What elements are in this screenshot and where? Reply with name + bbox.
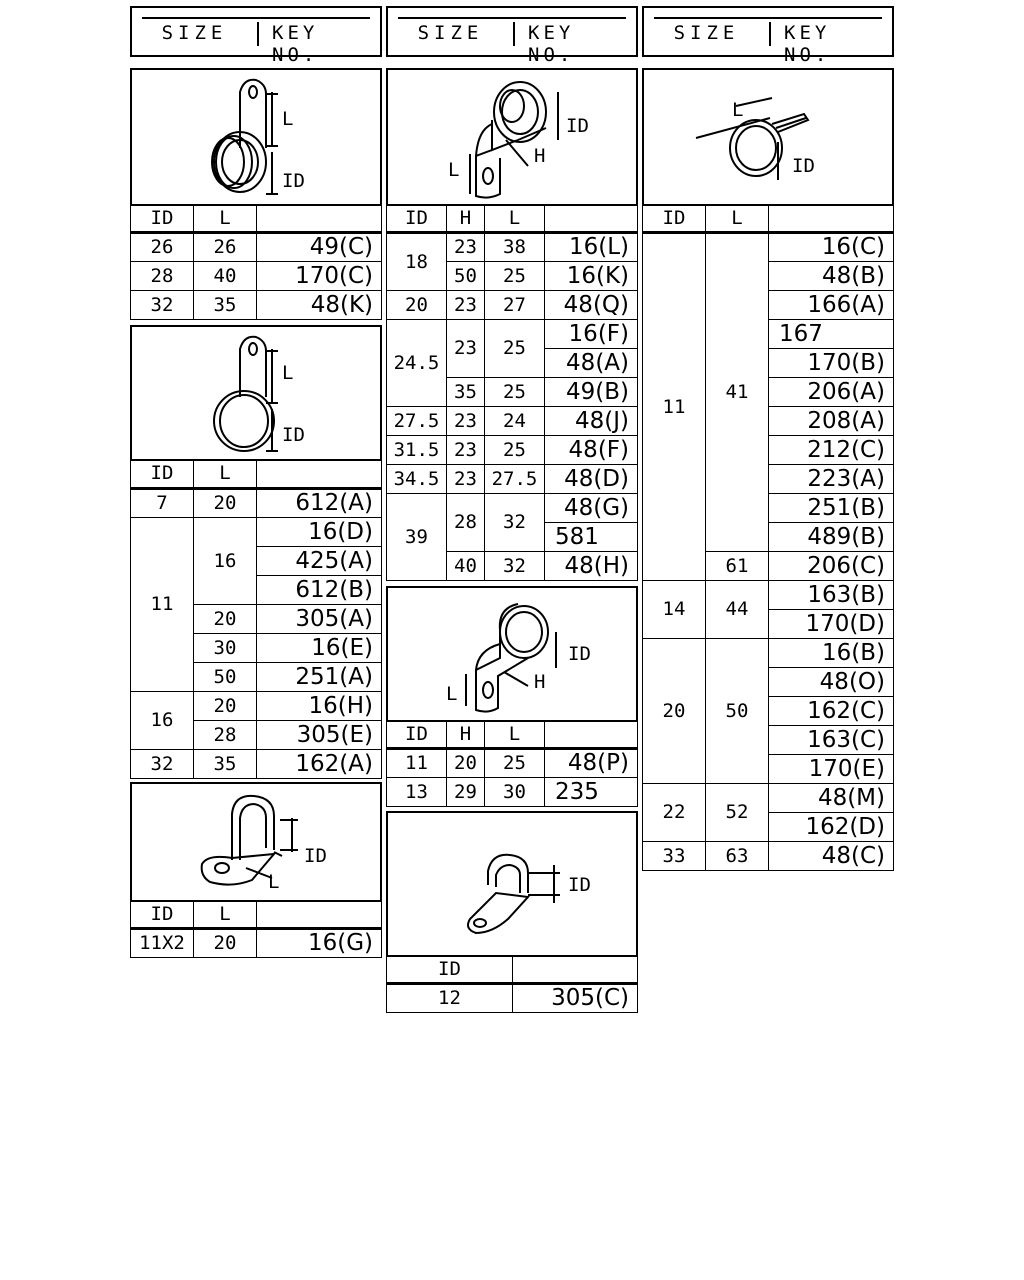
table-header-row <box>387 956 638 984</box>
col-l: L <box>194 205 257 233</box>
size-label: SIZE <box>417 22 484 44</box>
key-label: KEY NO. <box>528 22 575 66</box>
dim-id-label: ID <box>282 170 305 192</box>
p-clamp-icon <box>132 784 380 900</box>
key-no-cell: 170(D) <box>769 610 894 639</box>
size-cell: 20 <box>387 291 447 320</box>
size-cell: ID <box>131 901 194 929</box>
size-cell: 23 <box>447 320 485 378</box>
key-no-cell: 305(C) <box>513 984 638 1013</box>
dim-h-label: H <box>534 671 546 693</box>
size-cell: 20 <box>643 639 706 784</box>
size-table-4 <box>386 204 638 581</box>
size-cell: 26 <box>131 233 194 262</box>
size-cell: 24 <box>485 407 545 436</box>
table-header-row <box>387 721 638 749</box>
bracket-clamp-icon <box>388 70 636 204</box>
size-cell: 35 <box>194 291 257 320</box>
size-cell: 40 <box>194 262 257 291</box>
size-cell: 16 <box>131 692 194 750</box>
table-row <box>643 784 894 813</box>
size-cell: 29 <box>447 778 485 807</box>
size-cell: 39 <box>387 494 447 581</box>
size-cell: 50 <box>447 262 485 291</box>
key-no-cell: 16(F) <box>545 320 638 349</box>
size-cell: 16 <box>194 518 257 605</box>
key-no-cell: 305(E) <box>257 721 382 750</box>
size-cell: 20 <box>194 929 257 958</box>
small-p-clamp-icon <box>388 813 636 955</box>
key-no-cell: 163(B) <box>769 581 894 610</box>
column-header-2 <box>386 6 638 66</box>
key-no-cell: 48(C) <box>769 842 894 871</box>
dim-l-label: L <box>446 683 458 705</box>
key-no-cell: 48(B) <box>769 262 894 291</box>
size-cell: 23 <box>447 407 485 436</box>
dim-id-label: ID <box>792 155 815 177</box>
clamp-drawing-3 <box>130 782 382 902</box>
key-no-cell: 305(A) <box>257 605 382 634</box>
size-cell: 25 <box>485 436 545 465</box>
dim-id-label: ID <box>282 424 305 446</box>
table-row <box>131 929 382 958</box>
size-cell: 61 <box>706 552 769 581</box>
size-cell: 27 <box>485 291 545 320</box>
key-no-cell: 162(D) <box>769 813 894 842</box>
size-table-7 <box>642 204 894 871</box>
dim-id-label: ID <box>568 643 591 665</box>
size-cell: 25 <box>485 262 545 291</box>
table-row <box>387 465 638 494</box>
key-no-cell: 48(J) <box>545 407 638 436</box>
column-header-1 <box>130 6 382 66</box>
size-cell: 25 <box>485 749 545 778</box>
size-cell: 20 <box>447 749 485 778</box>
key-no-cell: 48(O) <box>769 668 894 697</box>
size-cell: 23 <box>447 233 485 262</box>
size-cell: L <box>194 460 257 489</box>
key-no-cell: 489(B) <box>769 523 894 552</box>
key-no-cell: 48(K) <box>257 291 382 320</box>
loop-clamp-icon <box>132 327 380 459</box>
key-no-cell: 49(C) <box>257 233 382 262</box>
size-cell: 40 <box>447 552 485 581</box>
size-table-5 <box>386 720 638 807</box>
size-cell: 20 <box>194 489 257 518</box>
table-row <box>643 639 894 668</box>
key-no-cell: 163(C) <box>769 726 894 755</box>
clamp-drawing-2 <box>130 325 382 461</box>
size-cell <box>769 205 894 233</box>
key-no-cell: 48(D) <box>545 465 638 494</box>
key-no-cell: 16(K) <box>545 262 638 291</box>
size-cell: 28 <box>131 262 194 291</box>
key-no-cell: 48(P) <box>545 749 638 778</box>
size-cell: 50 <box>194 663 257 692</box>
size-cell: 23 <box>447 465 485 494</box>
key-no-cell: 612(B) <box>257 576 382 605</box>
table-row <box>387 436 638 465</box>
key-no-cell: 162(A) <box>257 750 382 779</box>
table-row <box>131 262 382 291</box>
size-label: SIZE <box>161 22 228 44</box>
table-row <box>131 489 382 518</box>
key-no-cell: 212(C) <box>769 436 894 465</box>
key-no-cell: 16(E) <box>257 634 382 663</box>
size-cell: 28 <box>447 494 485 552</box>
table-row <box>643 581 894 610</box>
size-cell: 14 <box>643 581 706 639</box>
size-cell: 23 <box>447 436 485 465</box>
dim-l-label: L <box>282 362 294 384</box>
size-cell: 33 <box>643 842 706 871</box>
key-no-cell: 167 <box>769 320 894 349</box>
key-no-cell: 581 <box>545 523 638 552</box>
dim-id-label: ID <box>304 845 327 867</box>
size-cell: 11 <box>387 749 447 778</box>
size-cell: 32 <box>131 750 194 779</box>
size-cell: 11X2 <box>131 929 194 958</box>
size-cell: ID <box>131 460 194 489</box>
key-no-cell: 208(A) <box>769 407 894 436</box>
size-cell: 32 <box>485 552 545 581</box>
size-cell: 35 <box>194 750 257 779</box>
size-cell: ID <box>387 956 513 984</box>
size-cell: 25 <box>485 378 545 407</box>
key-no-cell: 251(A) <box>257 663 382 692</box>
col-id: ID <box>131 205 194 233</box>
size-cell: H <box>447 721 485 749</box>
key-no-cell: 206(C) <box>769 552 894 581</box>
size-cell <box>257 901 382 929</box>
clamp-drawing-5 <box>386 586 638 722</box>
key-no-cell: 166(A) <box>769 291 894 320</box>
size-cell: 28 <box>194 721 257 750</box>
size-cell: 25 <box>485 320 545 378</box>
key-no-cell: 48(Q) <box>545 291 638 320</box>
size-cell: ID <box>387 205 447 233</box>
key-no-cell: 16(L) <box>545 233 638 262</box>
size-table-6 <box>386 955 638 1013</box>
size-cell: 35 <box>447 378 485 407</box>
key-no-cell: 16(C) <box>769 233 894 262</box>
size-cell: L <box>485 721 545 749</box>
key-no-cell: 162(C) <box>769 697 894 726</box>
dim-l-label: L <box>268 871 280 893</box>
size-cell <box>257 460 382 489</box>
dim-l-label: L <box>448 159 460 181</box>
table-header-row <box>131 205 382 233</box>
key-no-cell: 206(A) <box>769 378 894 407</box>
key-no-cell: 48(M) <box>769 784 894 813</box>
clamp-drawing-6 <box>386 811 638 957</box>
key-no-cell: 170(E) <box>769 755 894 784</box>
dim-h-label: H <box>534 145 546 167</box>
table-header-row <box>131 460 382 489</box>
size-table-2 <box>130 459 382 779</box>
dim-id-label: ID <box>566 115 589 137</box>
key-no-cell: 170(B) <box>769 349 894 378</box>
table-row <box>131 750 382 779</box>
key-no-cell: 16(G) <box>257 929 382 958</box>
key-label: KEY NO. <box>272 22 319 66</box>
size-cell: 11 <box>643 233 706 581</box>
clamp-drawing-1 <box>130 68 382 206</box>
size-cell <box>545 721 638 749</box>
key-no-cell: 170(C) <box>257 262 382 291</box>
size-cell: 7 <box>131 489 194 518</box>
clamp-drawing-4 <box>386 68 638 206</box>
size-label: SIZE <box>673 22 740 44</box>
band-clamp-icon <box>644 70 892 204</box>
table-header-row <box>131 901 382 929</box>
column-header-3 <box>642 6 894 66</box>
size-cell: 24.5 <box>387 320 447 407</box>
key-no-cell: 48(H) <box>545 552 638 581</box>
clamp-drawing-7 <box>642 68 894 206</box>
size-cell: 12 <box>387 984 513 1013</box>
size-cell: ID <box>387 721 447 749</box>
size-cell: 31.5 <box>387 436 447 465</box>
table-header-row <box>643 205 894 233</box>
size-cell: 38 <box>485 233 545 262</box>
size-cell: 32 <box>485 494 545 552</box>
size-cell: 13 <box>387 778 447 807</box>
table-row <box>131 692 382 721</box>
size-cell: 26 <box>194 233 257 262</box>
size-cell: 20 <box>194 692 257 721</box>
key-no-cell: 425(A) <box>257 547 382 576</box>
size-cell: 30 <box>194 634 257 663</box>
table-row <box>643 233 894 262</box>
table-row <box>387 494 638 523</box>
table-row <box>643 842 894 871</box>
table-row <box>387 320 638 349</box>
size-cell: 27.5 <box>387 407 447 436</box>
size-cell <box>513 956 638 984</box>
key-label: KEY NO. <box>784 22 831 66</box>
size-cell: 41 <box>706 233 769 552</box>
table-row <box>131 291 382 320</box>
size-cell: L <box>485 205 545 233</box>
dim-l-label: L <box>282 108 294 130</box>
size-cell: 34.5 <box>387 465 447 494</box>
size-cell: 18 <box>387 233 447 291</box>
table-header-row <box>387 205 638 233</box>
size-cell <box>545 205 638 233</box>
dim-l-label: L <box>732 99 744 121</box>
size-cell: ID <box>643 205 706 233</box>
key-no-cell: 16(D) <box>257 518 382 547</box>
cushion-clamp-icon <box>132 70 380 204</box>
table-row <box>131 233 382 262</box>
size-table-1 <box>130 204 382 320</box>
table-row <box>131 518 382 547</box>
key-no-cell: 48(A) <box>545 349 638 378</box>
table-row <box>387 984 638 1013</box>
size-cell: 11 <box>131 518 194 692</box>
size-cell: 52 <box>706 784 769 842</box>
size-cell: 50 <box>706 639 769 784</box>
size-table-3 <box>130 900 382 958</box>
key-no-cell: 235 <box>545 778 638 807</box>
key-no-cell: 223(A) <box>769 465 894 494</box>
key-no-cell: 49(B) <box>545 378 638 407</box>
key-no-cell: 48(F) <box>545 436 638 465</box>
size-cell: 20 <box>194 605 257 634</box>
key-no-cell: 16(H) <box>257 692 382 721</box>
size-cell: 32 <box>131 291 194 320</box>
table-row <box>387 233 638 262</box>
size-cell <box>257 205 382 233</box>
key-no-cell: 251(B) <box>769 494 894 523</box>
size-cell: L <box>194 901 257 929</box>
key-no-cell: 612(A) <box>257 489 382 518</box>
bracket-clamp-icon <box>388 588 636 720</box>
key-no-cell: 48(G) <box>545 494 638 523</box>
table-row <box>387 291 638 320</box>
size-cell: 27.5 <box>485 465 545 494</box>
table-row <box>387 407 638 436</box>
dim-id-label: ID <box>568 874 591 896</box>
size-cell: 30 <box>485 778 545 807</box>
key-no-cell: 16(B) <box>769 639 894 668</box>
size-cell: 22 <box>643 784 706 842</box>
table-row <box>387 749 638 778</box>
size-cell: 63 <box>706 842 769 871</box>
size-cell: 44 <box>706 581 769 639</box>
size-cell: H <box>447 205 485 233</box>
table-row <box>387 778 638 807</box>
size-cell: L <box>706 205 769 233</box>
size-cell: 23 <box>447 291 485 320</box>
